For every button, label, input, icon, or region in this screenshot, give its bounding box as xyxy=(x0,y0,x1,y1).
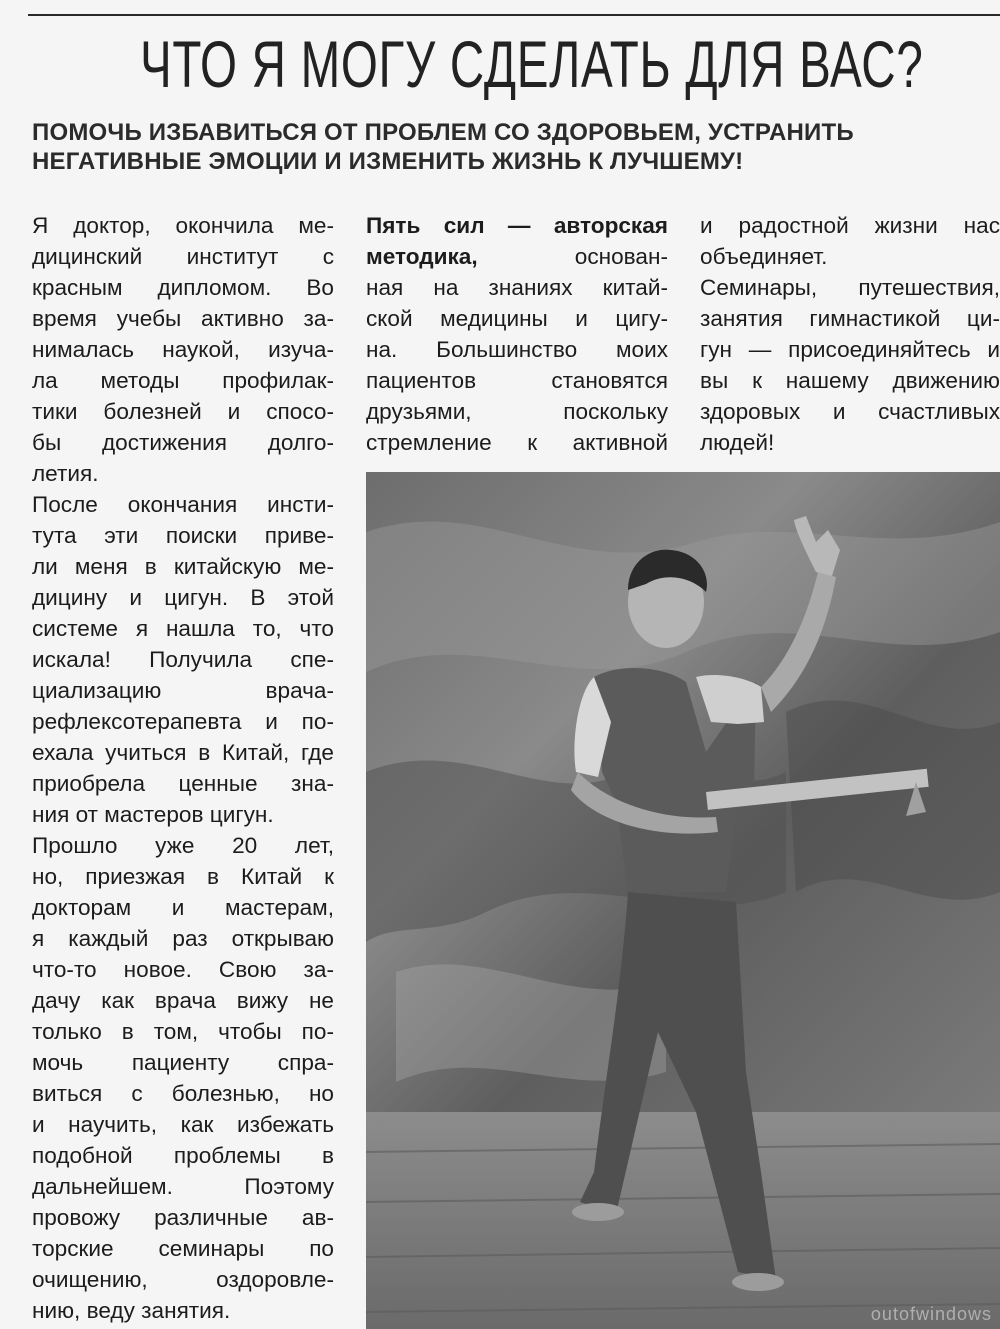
column-line: на. Большинство моих xyxy=(366,337,668,362)
column-line: тута эти поиски приве- xyxy=(32,523,334,548)
column-line: время учебы активно за- xyxy=(32,306,334,331)
column-line: я каждый раз открываю xyxy=(32,926,334,951)
column-line: Прошло уже 20 лет, xyxy=(32,833,334,858)
column-line: летия. xyxy=(32,461,99,486)
article-photo xyxy=(366,472,1000,1329)
column-line: Семинары, путешествия, xyxy=(700,275,1000,300)
column-line: циализацию врача- xyxy=(32,678,334,703)
column-line: дицинский институт с xyxy=(32,244,334,269)
column-line: вы к нашему движению xyxy=(700,368,1000,393)
column-line: красным дипломом. Во xyxy=(32,275,334,300)
method-word: методика, xyxy=(366,244,478,269)
photo-watermark: outofwindows xyxy=(870,1304,992,1324)
article-title: ЧТО Я МОГУ СДЕЛАТЬ ДЛЯ ВАС? xyxy=(140,27,924,101)
column-line: рефлексотерапевта и по- xyxy=(32,709,334,734)
column-line: мочь пациенту спра- xyxy=(32,1050,334,1075)
column-line: провожу различные ав- xyxy=(32,1205,334,1230)
column-line: ния от мастеров цигун. xyxy=(32,802,274,827)
column-line: очищению, оздоровле- xyxy=(32,1267,334,1292)
column-line: здоровых и счастливых xyxy=(700,399,1000,424)
method-name: Пять сил — авторская xyxy=(366,213,668,238)
column-line: виться с болезнью, но xyxy=(32,1081,334,1106)
top-rule xyxy=(28,14,1000,16)
column-line xyxy=(366,241,668,272)
column-line: бы достижения долго- xyxy=(32,430,334,455)
column-line: только в том, чтобы по- xyxy=(32,1019,334,1044)
text-column-1 xyxy=(32,210,334,1326)
subtitle-line: ПОМОЧЬ ИЗБАВИТЬСЯ ОТ ПРОБЛЕМ СО ЗДОРОВЬЕМ, УСТРАНИТЬ xyxy=(32,119,854,146)
column-line: людей! xyxy=(700,430,775,455)
column-line: ла методы профилак- xyxy=(32,368,334,393)
column-line: дачу как врача вижу не xyxy=(32,988,334,1013)
column-line: и радостной жизни нас xyxy=(700,213,1000,238)
column-line: После окончания инсти- xyxy=(32,492,334,517)
column-line: ли меня в китайскую ме- xyxy=(32,554,334,579)
text-column-3 xyxy=(700,210,1000,458)
column-line: подобной проблемы в xyxy=(32,1143,334,1168)
column-line: дицину и цигун. В этой xyxy=(32,585,334,610)
column-line xyxy=(366,210,668,241)
column-line: стремление к активной xyxy=(366,430,668,455)
column-line: ная на знаниях китай- xyxy=(366,275,668,300)
column-line: друзьями, поскольку xyxy=(366,399,668,424)
column-line: ехала учиться в Китай, где xyxy=(32,740,334,765)
column-line: Я доктор, окончила ме- xyxy=(32,213,334,238)
column-line: ской медицины и цигу- xyxy=(366,306,668,331)
column-line: системе я нашла то, что xyxy=(32,616,334,641)
column-line: дальнейшем. Поэтому xyxy=(32,1174,334,1199)
column-line: что-то новое. Свою за- xyxy=(32,957,334,982)
column-line: и научить, как избежать xyxy=(32,1112,334,1137)
text-column-2 xyxy=(366,210,668,458)
article-subtitle xyxy=(32,118,972,176)
column-text: основан- xyxy=(477,244,668,269)
column-line: нималась наукой, изуча- xyxy=(32,337,334,362)
column-line: нию, веду занятия. xyxy=(32,1298,231,1323)
subtitle-line: НЕГАТИВНЫЕ ЭМОЦИИ И ИЗМЕНИТЬ ЖИЗНЬ К ЛУЧШЕМУ! xyxy=(32,148,744,175)
column-line: объединяет. xyxy=(700,244,828,269)
column-line: но, приезжая в Китай к xyxy=(32,864,334,889)
column-line: гун — присоединяйтесь и xyxy=(700,337,1000,362)
column-line: пациентов становятся xyxy=(366,368,668,393)
column-line: докторам и мастерам, xyxy=(32,895,334,920)
column-line: занятия гимнастикой ци- xyxy=(700,306,1000,331)
qigong-photo-illustration xyxy=(366,472,1000,1329)
column-line: торские семинары по xyxy=(32,1236,334,1261)
column-line: приобрела ценные зна- xyxy=(32,771,334,796)
column-line: искала! Получила спе- xyxy=(32,647,334,672)
column-line: тики болезней и спосо- xyxy=(32,399,334,424)
